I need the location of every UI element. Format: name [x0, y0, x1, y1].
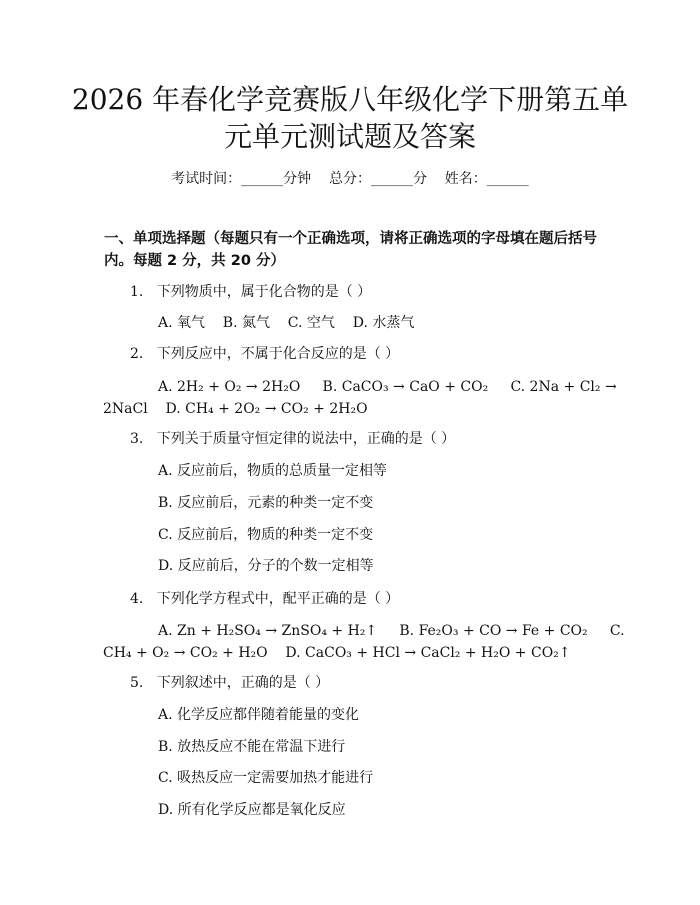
question-4-options-line-1: A. Zn + H₂SO₄ → ZnSO₄ + H₂↑ B. Fe₂O₃ + CO → Fe + CO₂ C.	[158, 623, 625, 639]
question-3-option-b: B. 反应前后，元素的种类一定不变	[158, 495, 374, 511]
question-2-stem: 2. 下列反应中，不属于化合反应的是（ ）	[130, 346, 400, 362]
question-3-stem: 3. 下列关于质量守恒定律的说法中，正确的是（ ）	[130, 431, 456, 447]
question-4-options-line-2: CH₄ + O₂ → CO₂ + H₂O D. CaCO₃ + HCl → CaCl₂ + H₂O + CO₂↑	[103, 645, 571, 661]
section-heading: 一、单项选择题（每题只有一个正确选项，请将正确选项的字母填在题后括号内。每题 2 分，共 20 分）	[104, 231, 597, 269]
question-5-option-d: D. 所有化学反应都是氧化反应	[158, 802, 346, 818]
question-5-stem: 5. 下列叙述中，正确的是（ ）	[130, 675, 330, 691]
question-1-stem: 1. 下列物质中，属于化合物的是（ ）	[130, 284, 372, 300]
exam-info: 考试时间：______分钟 总分：______分 姓名：______	[171, 171, 529, 187]
question-5-option-a: A. 化学反应都伴随着能量的变化	[158, 707, 360, 723]
question-5-option-b: B. 放热反应不能在常温下进行	[158, 739, 346, 755]
question-2-options-line-1: A. 2H₂ + O₂ → 2H₂O B. CaCO₃ → CaO + CO₂ C. 2Na + Cl₂ →	[158, 379, 617, 395]
question-5-option-c: C. 吸热反应一定需要加热才能进行	[158, 770, 374, 786]
document-title-line-1: 2026 年春化学竞赛版八年级化学下册第五单	[71, 83, 629, 116]
question-3-option-c: C. 反应前后，物质的种类一定不变	[158, 527, 374, 543]
question-4-stem: 4. 下列化学方程式中，配平正确的是（ ）	[130, 591, 400, 607]
question-2-options-line-2: 2NaCl D. CH₄ + 2O₂ → CO₂ + 2H₂O	[103, 401, 368, 417]
question-3-option-a: A. 反应前后，物质的总质量一定相等	[158, 463, 388, 479]
question-1-options: A. 氧气 B. 氮气 C. 空气 D. 水蒸气	[158, 315, 415, 331]
document-title-line-2: 元单元测试题及答案	[223, 120, 476, 153]
question-3-option-d: D. 反应前后，分子的个数一定相等	[158, 558, 374, 574]
